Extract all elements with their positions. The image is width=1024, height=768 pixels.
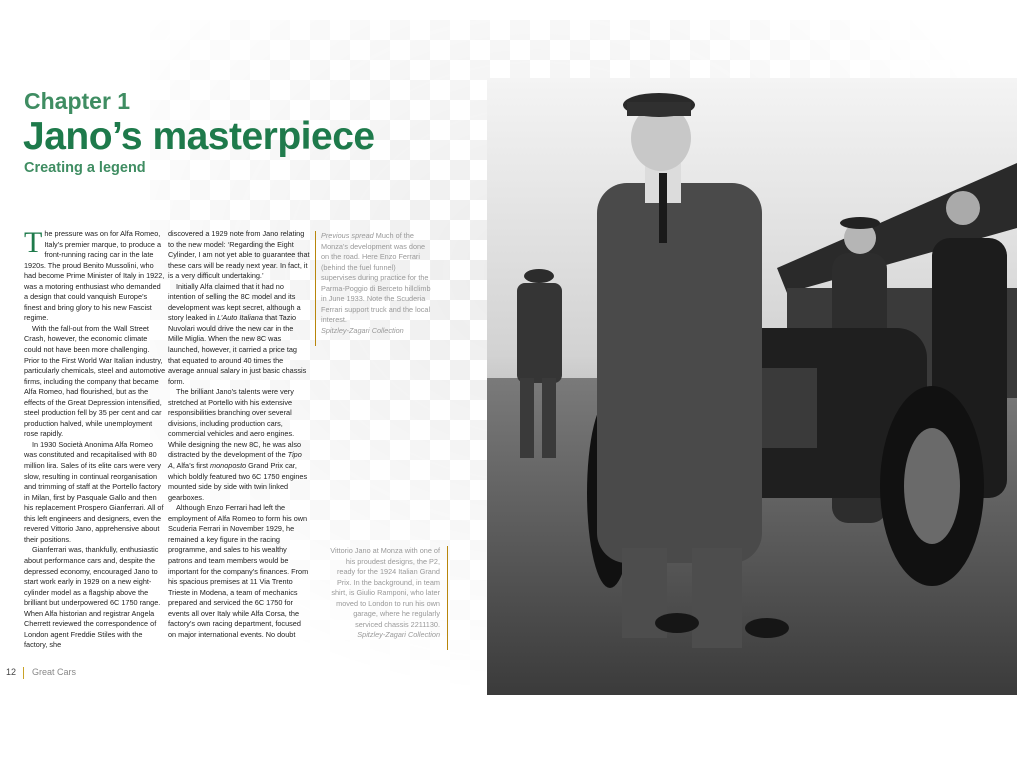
folio-separator xyxy=(23,667,24,679)
caption-photo xyxy=(330,546,440,641)
body-paragraph: discovered a 1929 note from Jano relating to the new model: ‘Regarding the Eight Cylinder, I am not yet able to guarantee that these cars will be ready next year. In fact, it is a very difficult undertaking.’ xyxy=(168,229,310,281)
body-text: Initially Alfa claimed that it had no intention of selling the 8C model and its development was kept secret, although a story leaked in xyxy=(168,281,301,323)
running-footer-title: Great Cars xyxy=(32,667,77,677)
chapter-title: Jano’s masterpiece xyxy=(23,115,375,158)
body-paragraph xyxy=(168,387,310,503)
body-column-2 xyxy=(168,229,310,640)
body-emphasis: monoposto xyxy=(210,461,247,471)
body-text: The brilliant Jano’s talents were very stretched at Portello with his extensive responsibilities branching over several divisions, including production cars, commercial vehicles and aero engines. While designing the new 8C, he was also distracted by the development of the xyxy=(168,387,302,460)
page-number: 12 xyxy=(6,667,17,677)
caption-credit: Spitzley-Zagari Collection xyxy=(357,630,440,639)
body-paragraph-text: he pressure was on for Alfa Romeo, Italy’s premier marque, to produce a front-running racing car in the late 1920s. The proud Benito Mussolini, who had become Prime Minister of Italy in 1922, was a motoring enthusiast who demanded a design that could vanquish Europe’s finest and bring glory to his new Fascist regime. xyxy=(24,229,165,323)
photo-vittorio-jano-with-p2 xyxy=(487,78,1017,695)
chapter-subtitle: Creating a legend xyxy=(24,160,146,176)
caption-text: Vittorio Jano at Monza with one of his proudest designs, the P2, ready for the 1924 Italian Grand Prix. In the background, in team shirt, is Giulio Ramponi, who later moved to London to run his own garage, where he regularly serviced chassis 2211130. xyxy=(330,546,440,629)
caption-credit: Spitzley-Zagari Collection xyxy=(321,325,404,335)
caption-text: Much of the Monza’s development was done on the road. Here Enzo Ferrari (behind the fuel funnel) supervises during practice for the Parma-Poggio di Berceto hillclimb in June 1933. Note the Scuderia Ferrari support truck and the local interest. xyxy=(321,231,431,324)
body-text: , Alfa’s first xyxy=(172,461,211,471)
drop-cap: T xyxy=(24,226,43,259)
caption-previous-spread xyxy=(321,231,431,336)
body-text: that Tazio Nuvolari would drive the new car in the Mille Miglia. When the new 8C was launched, however, it carried a price tag that equated to around 40 times the average annual salary in just basic chassis form. xyxy=(168,313,307,386)
body-emphasis: L’Auto Italiana xyxy=(217,313,263,323)
body-paragraph: Gianferrari was, thankfully, enthusiastic about performance cars and, despite the depressed economy, encouraged Jano to start work early in 1929 on a new eight-cylinder model as a flagship above the brilliant but underpowered 6C 1750 range. When Alfa historian and registrar Angela Cherrett reviewed the correspondence of London agent Freddie Stiles with the factory, she xyxy=(24,545,161,650)
caption-rule xyxy=(315,231,316,346)
chapter-label: Chapter 1 xyxy=(24,88,131,114)
caption-rule xyxy=(447,546,448,650)
body-paragraph xyxy=(24,226,166,324)
body-paragraph: Although Enzo Ferrari had left the employment of Alfa Romeo to form his own Scuderia Ferrari in November 1929, he remained a key figure in the racing programme, and sales to his wealthy patrons and team members would be important for the company’s finances. From his spacious premises at 11 Via Trento Trieste in Modena, a team of mechanics prepared and serviced the 6C 1750 for events all over Italy while Alfa Corsa, the factory’s own racing department, focused on major international events. No doubt xyxy=(168,503,309,639)
body-text: Grand Prix car, which boldly featured two 6C 1750 engines mounted side by side with twin linked gearboxes. xyxy=(168,461,308,502)
body-paragraph: With the fall-out from the Wall Street Crash, however, the economic climate could not have been more challenging. Prior to the First World War Italian industry, particularly chemicals, steel and automotive firms, including the company that became Alfa Romeo, had flourished, but as the effects of the Great Depression intensified, steel production fell by 35 per cent and car production halved, while unemployment rose rapidly. xyxy=(24,323,166,439)
body-column-1 xyxy=(24,226,166,651)
caption-lead: Previous spread xyxy=(321,231,374,240)
body-emphasis: Tipo A xyxy=(168,450,302,471)
body-paragraph: In 1930 Società Anonima Alfa Romeo was constituted and recapitalised with 80 million lira. Sales of its elite cars were very slow, resulting in continual reorganisation and trimming of staff at the Portello factory in Milan, first by Pasquale Gallo and then his replacement Prospero Gianferrari. All of this left engineers and designers, even the revered Vittorio Jano, apprehensive about their positions. xyxy=(24,439,164,544)
body-paragraph xyxy=(168,282,310,387)
